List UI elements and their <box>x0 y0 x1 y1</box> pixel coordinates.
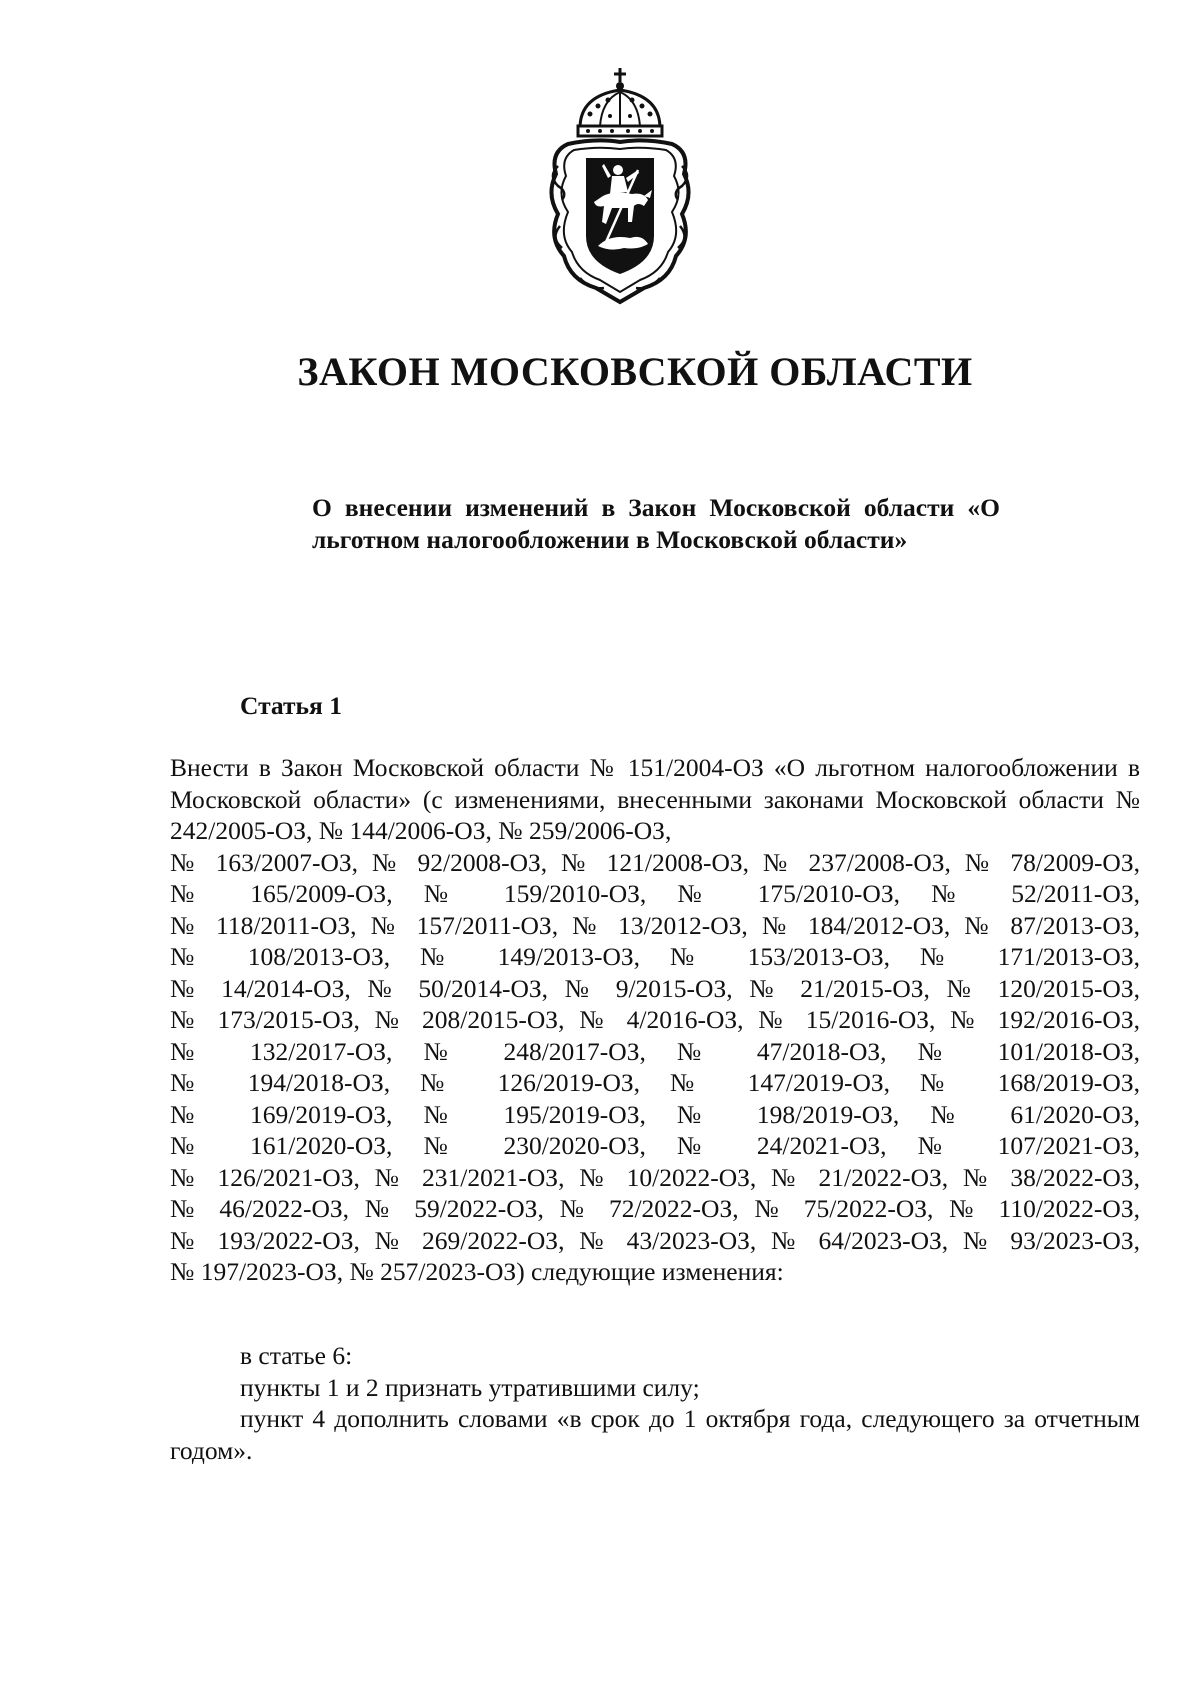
law-list-line: № 108/2013-ОЗ, № 149/2013-ОЗ, № 153/2013-ОЗ, № 171/2013-ОЗ, <box>170 942 1140 971</box>
law-list-line: № 193/2022-ОЗ, № 269/2022-ОЗ, № 43/2023-ОЗ, № 64/2023-ОЗ, № 93/2023-ОЗ, <box>170 1225 1140 1255</box>
law-list-line: № 163/2007-ОЗ, № 92/2008-ОЗ, № 121/2008-ОЗ, № 237/2008-ОЗ, № 78/2009-ОЗ, <box>170 847 1140 877</box>
law-list-line: № 173/2015-ОЗ, № 208/2015-ОЗ, № 4/2016-ОЗ, № 15/2016-ОЗ, № 192/2016-ОЗ, <box>170 1005 1140 1034</box>
article-intro: Внести в Закон Московской области № 151/2004-ОЗ «О льготном налогообложении в Московской области» (с изменениями, внесенными законами Московской области № 242/2005-ОЗ, № 144/2006-ОЗ, № 259/2006-ОЗ, <box>170 753 1140 845</box>
law-list-last-line: № 197/2023-ОЗ, № 257/2023-ОЗ) следующие изменения: <box>170 1257 784 1286</box>
law-list-line: № 169/2019-ОЗ, № 195/2019-ОЗ, № 198/2019-ОЗ, № 61/2020-ОЗ, <box>170 1099 1140 1129</box>
change-item-1: пункты 1 и 2 признать утратившими силу; <box>240 1372 700 1402</box>
law-list-line: № 126/2021-ОЗ, № 231/2021-ОЗ, № 10/2022-ОЗ, № 21/2022-ОЗ, № 38/2022-ОЗ, <box>170 1162 1140 1192</box>
change-item-2: пункт 4 дополнить словами «в срок до 1 октября года, следующего за отчетным годом». <box>170 1404 1140 1465</box>
law-list-line: № 14/2014-ОЗ, № 50/2014-ОЗ, № 9/2015-ОЗ, № 21/2015-ОЗ, № 120/2015-ОЗ, <box>170 973 1140 1003</box>
law-list-line: № 118/2011-ОЗ, № 157/2011-ОЗ, № 13/2012-ОЗ, № 184/2012-ОЗ, № 87/2013-ОЗ, <box>170 910 1140 940</box>
law-list-line: № 132/2017-ОЗ, № 248/2017-ОЗ, № 47/2018-ОЗ, № 101/2018-ОЗ, <box>170 1036 1140 1066</box>
law-list-line: № 165/2009-ОЗ, № 159/2010-ОЗ, № 175/2010-ОЗ, № 52/2011-ОЗ, <box>170 879 1140 908</box>
article-body <box>170 752 1140 1288</box>
document-title: ЗАКОН МОСКОВСКОЙ ОБЛАСТИ <box>297 349 973 394</box>
article-changes <box>170 1340 1140 1466</box>
law-list-line: № 161/2020-ОЗ, № 230/2020-ОЗ, № 24/2021-ОЗ, № 107/2021-ОЗ, <box>170 1131 1140 1160</box>
law-list-line: № 46/2022-ОЗ, № 59/2022-ОЗ, № 72/2022-ОЗ, № 75/2022-ОЗ, № 110/2022-ОЗ, <box>170 1194 1140 1223</box>
document-subtitle: О внесении изменений в Закон Московской области «О льготном налогообложении в Московской области» <box>312 493 1000 554</box>
moscow-oblast-coat-of-arms-emblem <box>540 66 700 306</box>
law-list-line: № 194/2018-ОЗ, № 126/2019-ОЗ, № 147/2019-ОЗ, № 168/2019-ОЗ, <box>170 1068 1140 1097</box>
changes-lead: в статье 6: <box>240 1341 353 1370</box>
article-heading: Статья 1 <box>240 691 342 720</box>
